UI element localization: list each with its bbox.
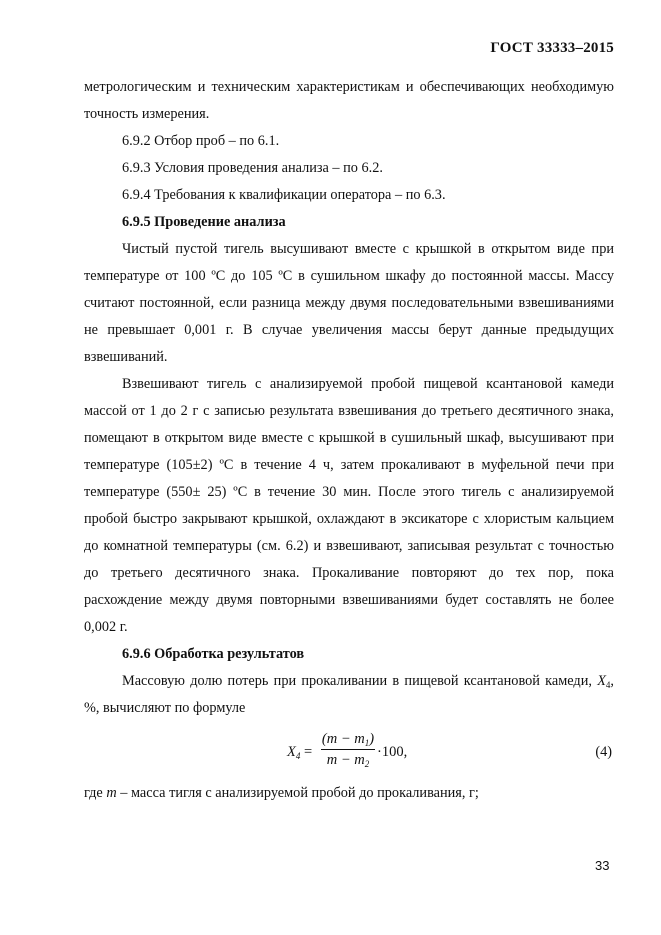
- paragraph-formula-intro: [84, 668, 614, 722]
- paragraph-where: [84, 780, 614, 807]
- document-header: ГОСТ 33333–2015: [490, 40, 614, 56]
- heading-6-9-6: 6.9.6 Обработка результатов: [122, 646, 305, 662]
- clause-6-9-4: 6.9.4 Требования к квалификации оператора – по 6.3.: [122, 187, 446, 203]
- equals-sign: =: [300, 744, 313, 760]
- where-text-b: – масса тигля с анализируемой пробой до прокаливания, г;: [116, 785, 479, 801]
- intro-text-a: Массовую долю потерь при прокаливании в пищевой ксантановой камеди,: [122, 673, 598, 689]
- paragraph-continuation: метрологическим и техническим характеристикам и обеспечивающих необходимую точность измерения.: [84, 79, 614, 122]
- intro-variable: X: [597, 673, 606, 689]
- clause-6-9-2: 6.9.2 Отбор проб – по 6.1.: [122, 133, 280, 149]
- page-number: 33: [595, 858, 610, 873]
- heading-6-9-5: 6.9.5 Проведение анализа: [122, 214, 286, 230]
- formula-4: [84, 724, 614, 778]
- denominator-main: m − m: [326, 752, 365, 768]
- numerator-main: (m − m: [321, 731, 365, 747]
- intro-text-b: , %, вычисляют по формуле: [84, 673, 614, 716]
- where-text-a: где: [84, 785, 107, 801]
- denominator-sub: 2: [364, 759, 370, 769]
- lhs-variable: X: [287, 744, 296, 760]
- where-variable: m: [106, 785, 117, 801]
- formula-multiplier: ·100,: [377, 744, 408, 760]
- paragraph-crucible-drying: Чистый пустой тигель высушивают вместе с крышкой в открытом виде при температуре от 100 ºС до 105 ºС в сушильном шкафу до постоянной массы. Массу считают постоянной, если разница между двумя последовательными взвешиваниями не превышает 0,001 г. В случае увеличения массы берут данные предыдущих взвешиваний.: [84, 241, 614, 365]
- formula-number: (4): [595, 744, 612, 760]
- intro-variable-sub: 4: [605, 680, 611, 690]
- numerator-sub: 1: [364, 738, 370, 748]
- paragraph-weighing-procedure: Взвешивают тигель с анализируемой пробой пищевой ксантановой камеди массой от 1 до 2 г с записью результата взвешивания до третьего десятичного знака, помещают в открытом виде вместе с крышкой в сушильный шкаф, высушивают при температуре (105±2) ºС в течение 4 ч, затем прокаливают в муфельной печи при температуре (550± 25) ºС в течение 30 мин. После этого тигель с анализируемой пробой быстро закрывают крышкой, охлаждают в эксикаторе с хлористым кальцием до комнатной температуры (см. 6.2) и взвешивают, записывая результат с точностью до третьего десятичного знака. Прокаливание повторяют до тех пор, пока расхождение между двумя повторными взвешиваниями будет составлять не более 0,002 г.: [84, 376, 614, 635]
- lhs-subscript: 4: [295, 751, 301, 761]
- formula-fraction: [321, 730, 375, 770]
- document-body: [84, 74, 614, 807]
- fraction-numerator: [321, 730, 375, 750]
- fraction-denominator: [321, 750, 375, 770]
- clause-6-9-3: 6.9.3 Условия проведения анализа – по 6.2.: [122, 160, 383, 176]
- formula-lhs: [287, 739, 312, 766]
- numerator-close: ): [369, 731, 375, 747]
